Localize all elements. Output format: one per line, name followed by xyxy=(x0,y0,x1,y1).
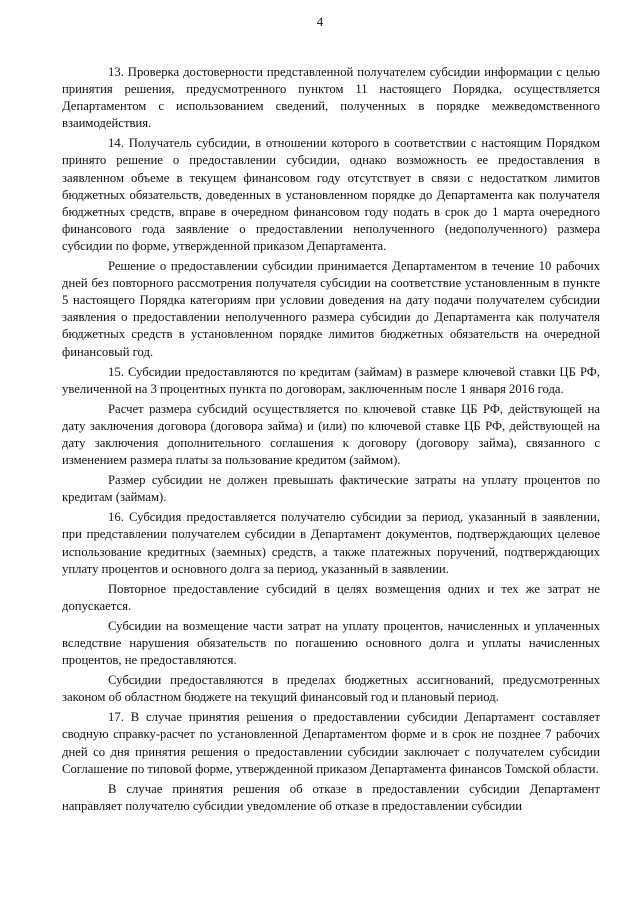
paragraph-16-penalty: Субсидии на возмещение части затрат на уплату процентов, начисленных и уплаченных вследствие нарушения обязательств по погашению основного долга и уплаты начисленных процентов, не предоставляются. xyxy=(62,618,600,668)
paragraph-14: 14. Получатель субсидии, в отношении которого в соответствии с настоящим Порядком принято решение о предоставлении субсидии, однако возможность ее предоставления в заявленном объеме в текущем финансовом году отсутствует в связи с недостатком лимитов бюджетных обязательств, доведенных в установленном порядке до Департамента как получателя бюджетных средств, вправе в очередном финансовом году подать в срок до 1 марта очередного финансового года заявление о предоставлении неполученного (недополученного) размера субсидии по форме, утвержденной приказом Департамента. xyxy=(62,136,600,253)
page-number: 4 xyxy=(316,14,324,29)
paragraph-15-limit: Размер субсидии не должен превышать фактические затраты на уплату процентов по кредитам (займам). xyxy=(62,473,600,505)
paragraph-15: 15. Субсидии предоставляются по кредитам (займам) в размере ключевой ставки ЦБ РФ, увеличенной на 3 процентных пункта по договорам, заключенным после 1 января 2016 года. xyxy=(62,364,600,396)
paragraph-16-repeat: Повторное предоставление субсидий в целях возмещения одних и тех же затрат не допускается. xyxy=(62,581,600,613)
paragraph-15-calculation: Расчет размера субсидий осуществляется по ключевой ставке ЦБ РФ, действующей на дату заключения договора (договора займа) и (или) по ключевой ставке ЦБ РФ, действующей на дату заключения дополнительного соглашения к договору (договору займа), связанного с изменением размера платы за пользование кредитом (займом). xyxy=(62,401,600,468)
paragraph-17-refusal: В случае принятия решения об отказе в предоставлении субсидии Департамент направляет получателю субсидии уведомление об отказе в предоставлении субсидии xyxy=(62,781,600,813)
document-body xyxy=(62,64,600,818)
paragraph-13: 13. Проверка достоверности представленной получателем субсидии информации с целью принятия решения, предусмотренного пунктом 11 настоящего Порядка, осуществляется Департаментом с использованием сведений, полученных в порядке межведомственного взаимодействия. xyxy=(62,65,600,131)
paragraph-16-budget: Субсидии предоставляются в пределах бюджетных ассигнований, предусмотренных законом об областном бюджете на текущий финансовый год и плановый период. xyxy=(62,673,600,705)
paragraph-17: 17. В случае принятия решения о предоставлении субсидии Департамент составляет сводную справку-расчет по установленной Департаментом форме и в срок не позднее 7 рабочих дней со дня принятия решения о предоставлении субсидии заключает с получателем субсидии Соглашение по типовой форме, утвержденной приказом Департамента финансов Томской области. xyxy=(62,710,600,776)
paragraph-14-decision: Решение о предоставлении субсидии принимается Департаментом в течение 10 рабочих дней без повторного рассмотрения получателя субсидии на соответствие установленным в пункте 5 настоящего Порядка категориям при условии доведения на дату подачи получателем субсидии заявления о предоставлении неполученного размера субсидии до Департамента как получателя бюджетных средств в установленном порядке лимитов бюджетных обязательств на очередной финансовый год. xyxy=(62,259,600,359)
paragraph-16: 16. Субсидия предоставляется получателю субсидии за период, указанный в заявлении, при представлении получателем субсидии в Департамент документов, подтверждающих целевое использование кредитных (заемных) средств, а также платежных поручений, подтверждающих уплату процентов и основного долга за период, указанный в заявлении. xyxy=(62,510,600,576)
